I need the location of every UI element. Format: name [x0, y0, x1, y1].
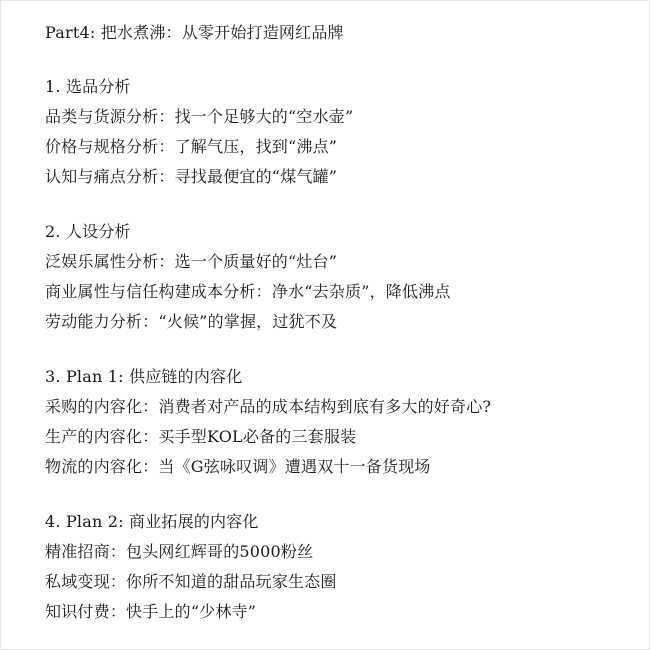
item-description: 消费者对产品的成本结构到底有多大的好奇心?: [158, 397, 492, 416]
list-item: [45, 455, 645, 479]
section-heading: 3. Plan 1: 供应链的内容化: [45, 367, 243, 386]
list-item: [45, 600, 645, 624]
item-label: 价格与规格分析: [45, 137, 159, 156]
item-description: 你所不知道的甜品玩家生态圈: [126, 572, 337, 591]
item-separator: ：: [142, 427, 159, 446]
item-separator: ：: [158, 167, 175, 186]
list-item: [45, 280, 645, 304]
list-item: [45, 310, 645, 334]
item-separator: ：: [255, 282, 272, 301]
list-item: [45, 425, 645, 449]
item-label: 劳动能力分析: [45, 312, 143, 331]
item-separator: ：: [158, 252, 175, 271]
item-description: 买手型KOL必备的三套服装: [158, 427, 357, 446]
section-selection-analysis: [45, 75, 645, 189]
section-heading: 1. 选品分析: [45, 77, 131, 96]
item-label: 私域变现: [45, 572, 110, 591]
section-business-expansion-content: [45, 510, 645, 624]
document-title: Part4: 把水煮沸：从零开始打造网红品牌: [45, 23, 344, 42]
list-item: [45, 540, 645, 564]
item-separator: ：: [158, 107, 175, 126]
list-item: [45, 165, 645, 189]
item-description: 选一个质量好的“灶台”: [174, 252, 338, 271]
list-item: [45, 570, 645, 594]
list-item: [45, 395, 645, 419]
item-separator: ：: [142, 397, 159, 416]
item-label: 品类与货源分析: [45, 107, 159, 126]
item-description: 净水“去杂质”，降低沸点: [271, 282, 451, 301]
item-description: 寻找最便宜的“煤气罐”: [174, 167, 338, 186]
item-label: 认知与痛点分析: [45, 167, 159, 186]
item-label: 精准招商: [45, 542, 110, 561]
list-item: [45, 105, 645, 129]
item-separator: ：: [142, 312, 159, 331]
item-label: 采购的内容化: [45, 397, 143, 416]
list-item: [45, 135, 645, 159]
item-label: 生产的内容化: [45, 427, 143, 446]
section-supply-chain-content: [45, 365, 645, 479]
item-description: “火候”的掌握，过犹不及: [158, 312, 338, 331]
item-description: 了解气压，找到“沸点”: [174, 137, 338, 156]
item-description: 找一个足够大的“空水壶”: [174, 107, 354, 126]
item-separator: ：: [142, 457, 159, 476]
item-label: 商业属性与信任构建成本分析: [45, 282, 256, 301]
section-heading: 4. Plan 2: 商业拓展的内容化: [45, 512, 259, 531]
section-heading: 2. 人设分析: [45, 222, 131, 241]
item-label: 知识付费: [45, 602, 110, 621]
item-separator: ：: [109, 572, 127, 591]
item-separator: ：: [109, 542, 127, 561]
item-separator: ：: [109, 602, 127, 621]
item-description: 快手上的“少林寺”: [126, 602, 257, 621]
item-description: 当《G弦咏叹调》遭遇双十一备货现场: [158, 457, 431, 476]
item-description: 包头网红辉哥的5000粉丝: [126, 542, 314, 561]
document-body: [45, 21, 645, 624]
item-label: 泛娱乐属性分析: [45, 252, 159, 271]
item-separator: ：: [158, 137, 175, 156]
section-persona-analysis: [45, 220, 645, 334]
item-label: 物流的内容化: [45, 457, 143, 476]
list-item: [45, 250, 645, 274]
